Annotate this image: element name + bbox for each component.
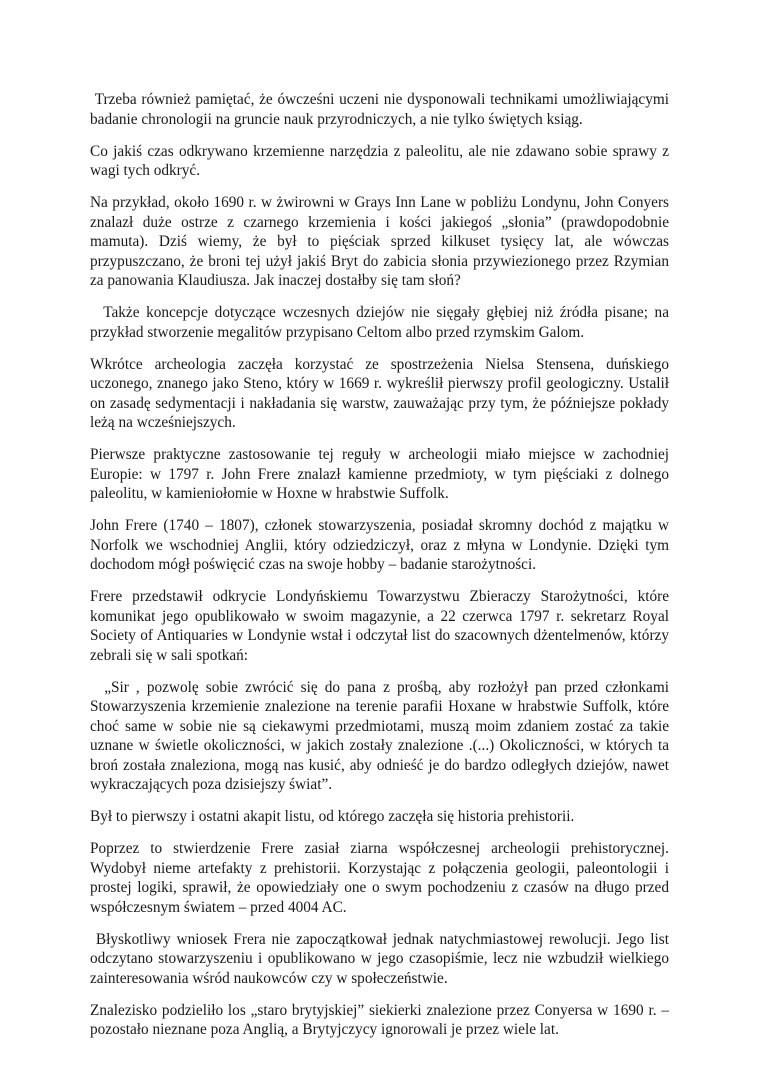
paragraph-8: Frere przedstawił odkrycie Londyńskiemu Towarzystwu Zbieraczy Starożytności, które komunikat jego opublikowało w swoim magazynie, a 22 czerwca 1797 r. sekretarz Royal Society of Antiquaries w Londynie wstał i odczytał list do szacownych dżentelmenów, którzy zebrali się w sali spotkań:: [90, 588, 669, 664]
document-body: [90, 90, 673, 1052]
paragraph-12: Błyskotliwy wniosek Frera nie zapoczątkował jednak natychmiastowej rewolucji. Jego list odczytano stowarzyszeniu i opublikowano w jego czasopiśmie, lecz nie wzbudził wielkiego zainteresowania wśród naukowców czy w społeczeństwie.: [90, 930, 673, 987]
paragraph-5: Wkrótce archeologia zaczęła korzystać ze spostrzeżenia Nielsa Stensena, duńskiego uczonego, znanego jako Steno, który w 1669 r. wykreślił pierwszy profil geologiczny. Ustalił on zasadę sedymentacji i nakładania się warstw, zauważając przy tym, że późniejsze pokłady leżą na wcześniejszych.: [90, 355, 669, 431]
paragraph-2: Co jakiś czas odkrywano krzemienne narzędzia z paleolitu, ale nie zdawano sobie sprawy z wagi tych odkryć.: [90, 142, 669, 179]
paragraph-7: John Frere (1740 – 1807), członek stowarzyszenia, posiadał skromny dochód z majątku w Norfolk we wschodniej Anglii, który odziedziczył, oraz z młyna w Londynie. Dzięki tym dochodom mógł poświęcić czas na swoje hobby – badanie starożytności.: [90, 517, 669, 573]
paragraph-13: Znalezisko podzieliło los „staro brytyjskiej” siekierki znalezione przez Conyersa w 1690 r. – pozostało nieznane poza Anglią, a Brytyjczycy ignorowali je przez wiele lat.: [90, 1001, 669, 1038]
paragraph-6: Pierwsze praktyczne zastosowanie tej reguły w archeologii miało miejsce w zachodniej Europie: w 1797 r. John Frere znalazł kamienne przedmioty, w tym pięściaki z dolnego paleolitu, w kamieniołomie w Hoxne w hrabstwie Suffolk.: [90, 446, 669, 502]
paragraph-11: Poprzez to stwierdzenie Frere zasiał ziarna współczesnej archeologii prehistorycznej. Wydobył nieme artefakty z prehistorii. Korzystając z połączenia geologii, paleontologii i prostej logiki, sprawił, że opowiedziały one o swym pochodzeniu z czasów na długo przed współczesnym światem – przed 4004 AC.: [90, 840, 669, 916]
paragraph-1: Trzeba również pamiętać, że ówcześni uczeni nie dysponowali technikami umożliwiającymi badanie chronologii na gruncie nauk przyrodniczych, a nie tylko świętych ksiąg.: [90, 91, 673, 128]
paragraph-10: Był to pierwszy i ostatni akapit listu, od którego zaczęła się historia prehistorii.: [90, 808, 575, 825]
paragraph-letter-quote: „Sir , pozwolę sobie zwrócić się do pana z prośbą, aby rozłożył pan przed członkami Stowarzyszenia krzemienie znalezione na terenie parafii Hoxane w hrabstwie Suffolk, które choć same w sobie nie są ciekawymi przedmiotami, muszą moim zdaniem zostać za takie uznane w świetle okoliczności, w jakich zostały znalezione .(...) Okoliczności, w których ta broń została znaleziona, mogą nas kusić, aby odnieść je do bardzo odległych dziejów, nawet wykraczających poza dzisiejszy świat”.: [90, 678, 673, 793]
paragraph-3: Na przykład, około 1690 r. w żwirowni w Grays Inn Lane w pobliżu Londynu, John Conyers znalazł duże ostrze z czarnego krzemienia i kości jakiegoś „słonia” (prawdopodobnie mamuta). Dziś wiemy, że był to pięściak sprzed kilkuset tysięcy lat, ale wówczas przypuszczano, że broni tej użył jakiś Bryt do zabicia słonia przywiezionego przez Rzymian za panowania Klaudiusza. Jak inaczej dostałby się tam słoń?: [90, 194, 669, 289]
paragraph-4: Także koncepcje dotyczące wczesnych dziejów nie sięgały głębiej niż źródła pisane; na przykład stworzenie megalitów przypisano Celtom albo przed rzymskim Galom.: [90, 304, 673, 341]
